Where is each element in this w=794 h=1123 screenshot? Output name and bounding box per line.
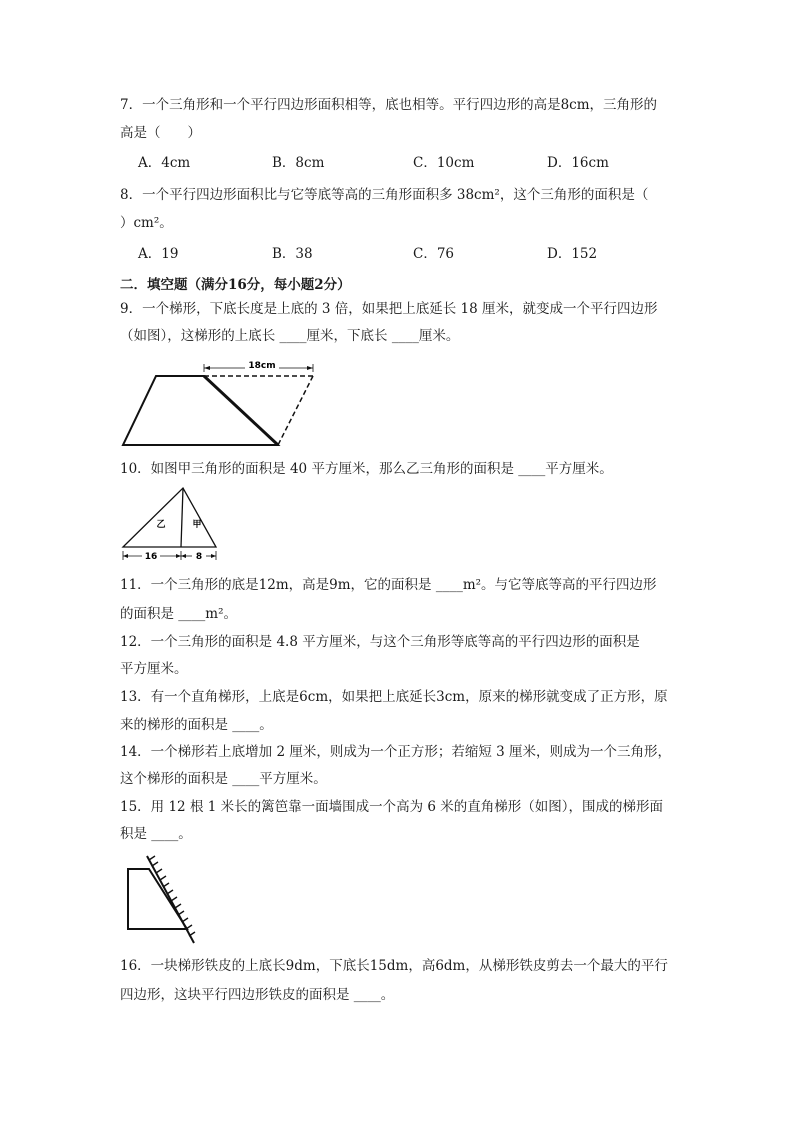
q15-trapezoid	[128, 869, 187, 929]
q15-line2: 积是 ____。	[120, 826, 192, 842]
q9-trapezoid-figure	[120, 356, 320, 448]
q9-line2: （如图），这梯形的上底长 ____厘米，下底长 ____厘米。	[120, 328, 460, 344]
q7-option-b: B．8cm	[272, 155, 325, 171]
q15-line1: 15．用 12 根 1 米长的篱笆靠一面墙围成一个高为 6 米的直角梯形（如图），围成的梯形面	[120, 799, 664, 815]
q7-option-d: D．16cm	[547, 155, 609, 171]
q9-trapezoid	[123, 376, 278, 445]
q12-line2: 平方厘米。	[120, 661, 188, 677]
q10-label-yi: 乙	[156, 520, 166, 530]
q15-fence-figure	[120, 853, 200, 948]
q10-label-16: 16	[144, 552, 158, 562]
q14-line1: 14．一个梯形若上底增加 2 厘米，则成为一个正方形；若缩短 3 厘米，则成为一个三角形，	[120, 744, 672, 760]
q9-extension-dashed	[204, 376, 313, 445]
q7-line1: 7．一个三角形和一个平行四边形面积相等，底也相等。平行四边形的高是8cm，三角形的	[120, 97, 658, 113]
q16-line2: 四边形，这块平行四边形铁皮的面积是 ____。	[120, 987, 395, 1003]
q7-line2: 高是（ ）	[120, 125, 201, 141]
q10-line1: 10．如图甲三角形的面积是 40 平方厘米，那么乙三角形的面积是 ____平方厘米。	[120, 461, 613, 477]
q8-line2: ）cm²。	[120, 215, 173, 231]
q13-line1: 13．有一个直角梯形，上底是6cm，如果把上底延长3cm，原来的梯形就变成了正方形，原	[120, 689, 668, 705]
q15-wall-hatching	[149, 856, 195, 936]
q10-label-jia: 甲	[192, 520, 202, 530]
q8-line1: 8．一个平行四边形面积比与它等底等高的三角形面积多 38cm²，这个三角形的面积是（	[120, 187, 649, 203]
q10-triangle	[123, 488, 216, 547]
q8-option-d: D．152	[547, 246, 598, 262]
q10-label-8: 8	[195, 552, 203, 562]
q8-option-a: A．19	[138, 246, 179, 262]
q9-line1: 9．一个梯形，下底长度是上底的 3 倍，如果把上底延长 18 厘米，就变成一个平行四边形	[120, 301, 658, 317]
q8-option-c: C．76	[413, 246, 455, 262]
q10-divider	[181, 488, 183, 547]
q11-line2: 的面积是 ____m²。	[120, 606, 238, 622]
q12-line1: 12．一个三角形的面积是 4.8 平方厘米，与这个三角形等底等高的平行四边形的面积是	[120, 634, 640, 650]
q14-line2: 这个梯形的面积是 ____平方厘米。	[120, 771, 327, 787]
q10-triangle-figure	[120, 485, 220, 565]
q7-option-c: C．10cm	[413, 155, 475, 171]
q8-option-b: B．38	[272, 246, 313, 262]
q9-label-18cm: 18cm	[248, 361, 276, 371]
q11-line1: 11．一个三角形的底是12m，高是9m，它的面积是 ____m²。与它等底等高的平行四边形	[120, 577, 657, 593]
q13-line2: 来的梯形的面积是 ____。	[120, 717, 273, 733]
q16-line1: 16．一块梯形铁皮的上底长9dm，下底长15dm，高6dm，从梯形铁皮剪去一个最大的平行	[120, 958, 668, 974]
section-title: 二．填空题（满分16分，每小题2分）	[120, 277, 351, 293]
q7-option-a: A．4cm	[138, 155, 191, 171]
